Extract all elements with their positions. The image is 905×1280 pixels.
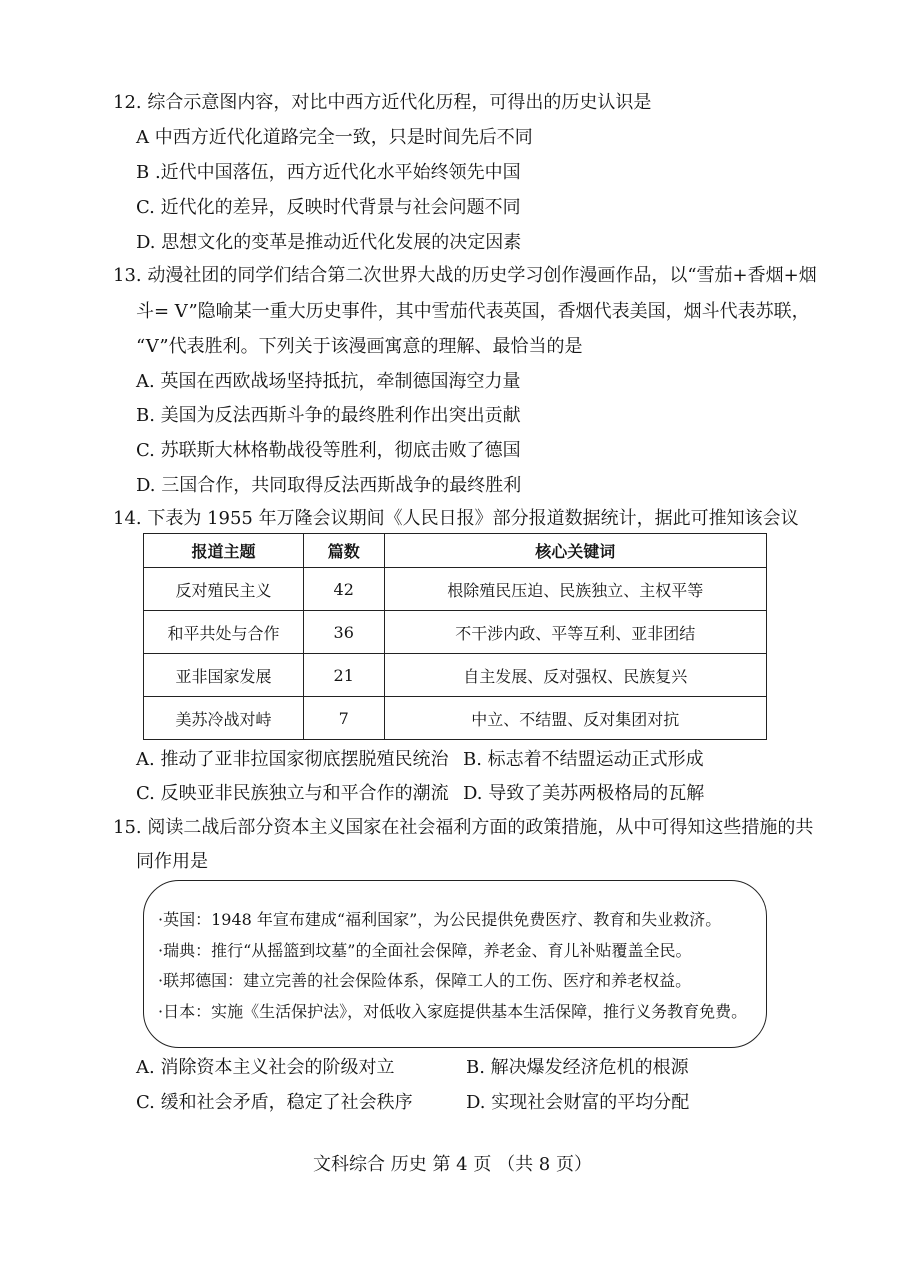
question-15-stem-line-1: 15. 阅读二战后部分资本主义国家在社会福利方面的政策措施，从中可得知这些措施的共 [113,817,814,838]
question-13-option-c: C. 苏联斯大林格勒战役等胜利，彻底击败了德国 [136,440,521,461]
table-row [144,568,767,611]
question-15-stem-line-2: 同作用是 [136,851,208,872]
page-footer: 文科综合 历史 第 4 页 （共 8 页） [313,1154,592,1175]
question-14-option-c: C. 反映亚非民族独立与和平合作的潮流 [136,783,449,804]
table-row [144,654,767,697]
question-15-option-c: C. 缓和社会矛盾，稳定了社会秩序 [136,1092,413,1113]
question-15-option-b: B. 解决爆发经济危机的根源 [466,1057,689,1078]
policy-sweden: ·瑞典：推行“从摇篮到坟墓”的全面社会保障，养老金、育儿补贴覆盖全民。 [158,941,692,960]
question-13-option-a: A. 英国在西欧战场坚持抵抗，牵制德国海空力量 [136,371,521,392]
question-15-option-d: D. 实现社会财富的平均分配 [466,1092,690,1113]
policy-britain: ·英国：1948 年宣布建成“福利国家”，为公民提供免费医疗、教育和失业救济。 [158,910,722,929]
table-cell-keywords: 中立、不结盟、反对集团对抗 [384,697,766,740]
report-statistics-table [143,533,767,740]
table-header-row [144,534,767,568]
table-cell-keywords: 不干涉内政、平等互利、亚非团结 [384,611,766,654]
table-cell-topic: 反对殖民主义 [144,568,304,611]
question-13-option-d: D. 三国合作，共同取得反法西斯战争的最终胜利 [136,475,522,496]
question-13-stem-line-2: 斗= V”隐喻某一重大历史事件，其中雪茄代表英国，香烟代表美国，烟斗代表苏联， [136,301,810,322]
welfare-policy-box [143,880,767,1048]
policy-japan: ·日本：实施《生活保护法》，对低收入家庭提供基本生活保障，推行义务教育免费。 [158,1002,748,1021]
table-header-count: 篇数 [303,534,384,568]
question-12-option-c: C. 近代化的差异，反映时代背景与社会问题不同 [136,197,521,218]
table-cell-count: 42 [303,568,384,611]
table-cell-topic: 美苏冷战对峙 [144,697,304,740]
table-header-topic: 报道主题 [144,534,304,568]
question-13-stem-line-1: 13. 动漫社团的同学们结合第二次世界大战的历史学习创作漫画作品，以“雪茄+香烟+烟 [113,265,817,286]
question-14-option-a: A. 推动了亚非拉国家彻底摆脱殖民统治 [136,749,449,770]
question-13-option-b: B. 美国为反法西斯斗争的最终胜利作出突出贡献 [136,405,521,426]
table-cell-topic: 亚非国家发展 [144,654,304,697]
policy-west-germany: ·联邦德国：建立完善的社会保险体系，保障工人的工伤、医疗和养老权益。 [158,971,692,990]
question-14-option-b: B. 标志着不结盟运动正式形成 [463,749,704,770]
question-14-option-d: D. 导致了美苏两极格局的瓦解 [463,783,705,804]
question-12-option-b: B .近代中国落伍，西方近代化水平始终领先中国 [136,162,521,183]
question-13-stem-line-3: “V”代表胜利。下列关于该漫画寓意的理解、最恰当的是 [136,336,583,357]
table-cell-keywords: 自主发展、反对强权、民族复兴 [384,654,766,697]
table-header-keywords: 核心关键词 [384,534,766,568]
question-12-option-d: D. 思想文化的变革是推动近代化发展的决定因素 [136,232,522,253]
question-12-option-a: A 中西方近代化道路完全一致，只是时间先后不同 [136,127,533,148]
table-row [144,697,767,740]
question-15-option-a: A. 消除资本主义社会的阶级对立 [136,1057,395,1078]
table-row [144,611,767,654]
question-12-stem: 12. 综合示意图内容，对比中西方近代化历程，可得出的历史认识是 [113,92,652,113]
table-cell-count: 7 [303,697,384,740]
table-cell-count: 21 [303,654,384,697]
table-cell-count: 36 [303,611,384,654]
table-cell-topic: 和平共处与合作 [144,611,304,654]
question-14-stem: 14. 下表为 1955 年万隆会议期间《人民日报》部分报道数据统计，据此可推知该会议 [113,508,799,529]
table-cell-keywords: 根除殖民压迫、民族独立、主权平等 [384,568,766,611]
